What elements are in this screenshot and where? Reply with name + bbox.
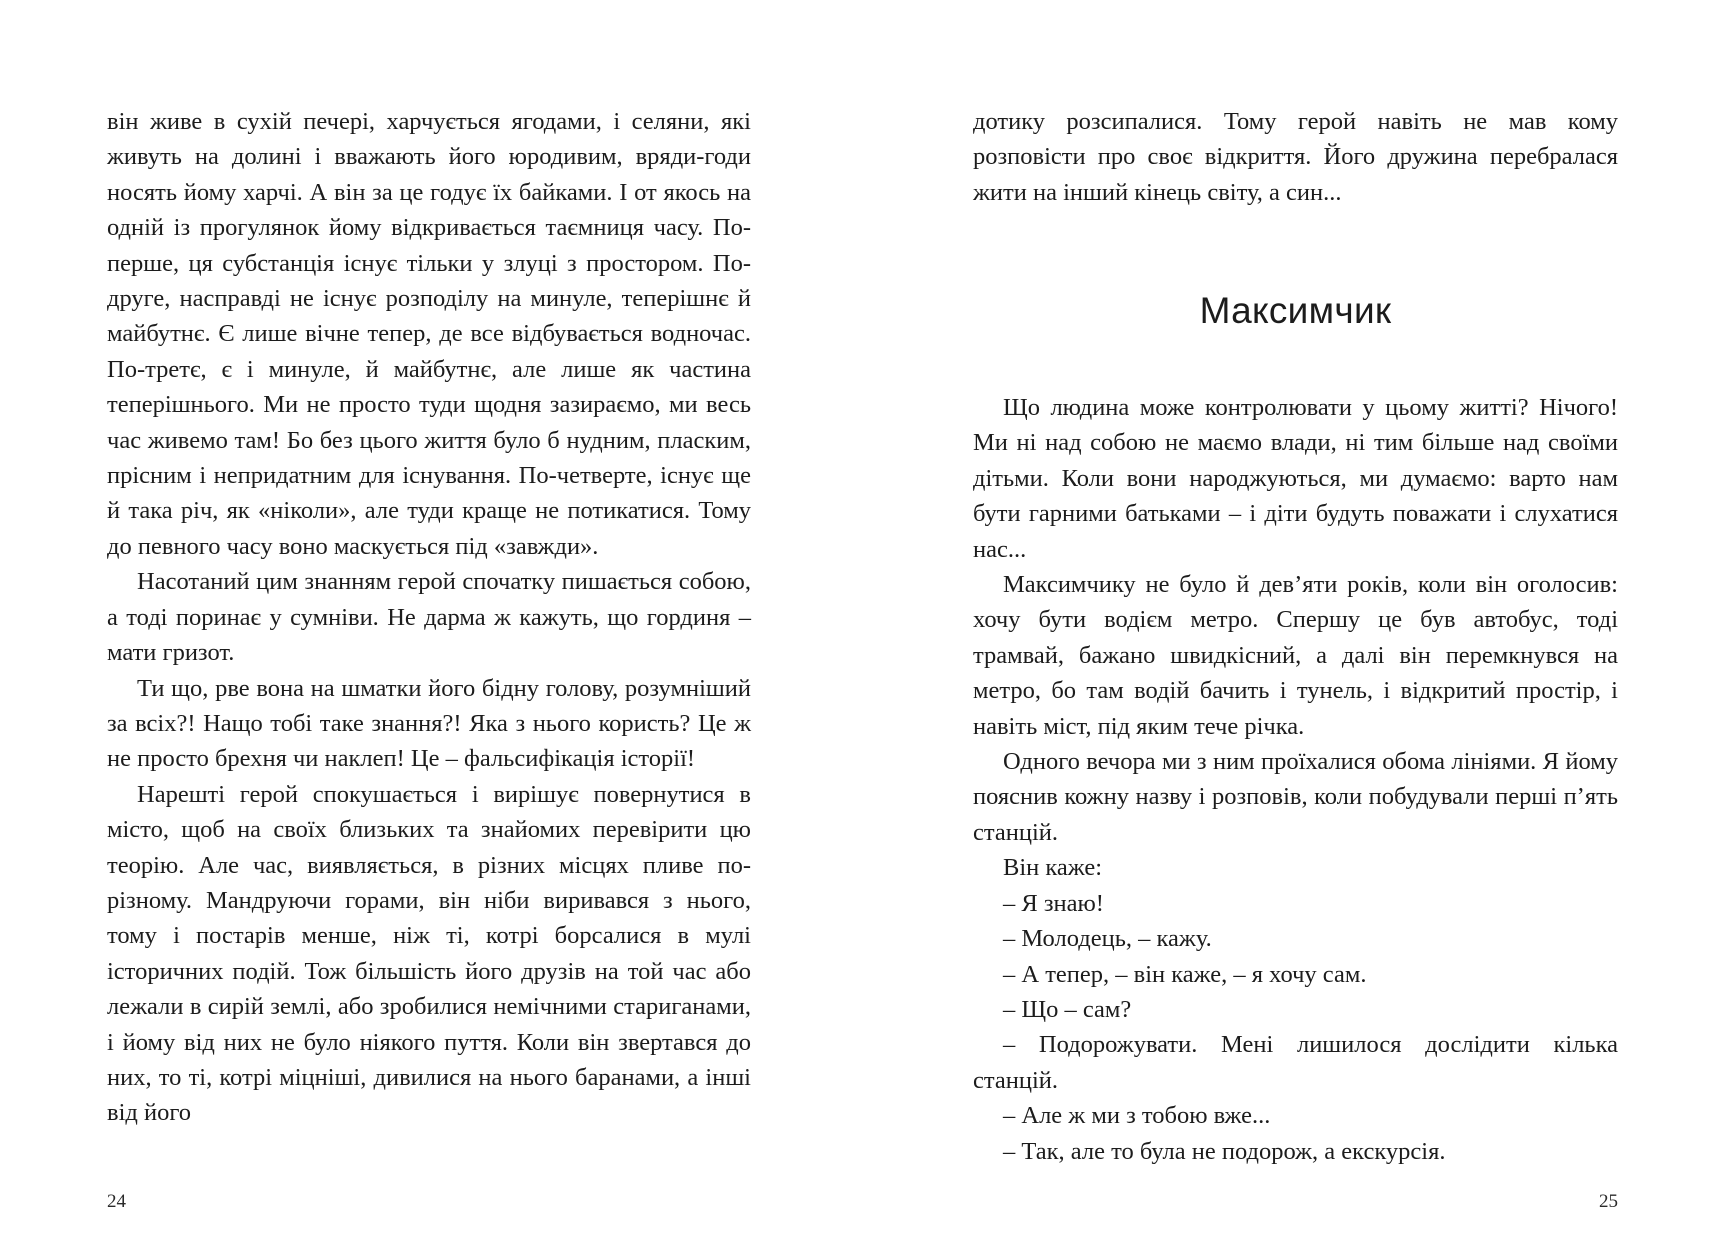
dialogue-line: – Що – сам? xyxy=(1003,995,1132,1023)
page-number: 25 xyxy=(1599,1191,1618,1212)
paragraph: він живе в сухій печері, харчується ягодами, і селяни, які живуть на долині і вважають його юродивим, вряди-годи носять йому харчі. А він за це годує їх байками. І от якось на одній із прогулянок йому відкривається таємниця часу. По-перше, ця субстанція існує тільки у злуці з простором. По-друге, насправді не існує розподілу на минуле, теперішнє й майбутнє. Є лише вічне тепер, де все відбувається водночас. По-третє, є і минуле, й майбутнє, але лише як частина теперішнього. Ми не просто туди щодня зазираємо, ми весь час живемо там! Бо без цього життя було б нудним, пласким, прісним і непридатним для існування. По-четверте, існує ще й така річ, як «ніколи», але туди краще не потикатися. Тому до певного часу воно маскується під «завжди». xyxy=(107,108,751,560)
dialogue-line: – Так, але то була не подорож, а екскурсія. xyxy=(1003,1137,1446,1165)
dialogue-line: – Я знаю! xyxy=(1003,889,1104,917)
chapter-title: Максимчик xyxy=(1199,290,1392,331)
page-number: 24 xyxy=(107,1191,126,1212)
dialogue-line: Він каже: xyxy=(1003,854,1103,882)
paragraph: Що людина може контролювати у цьому житті? Нічого! Ми ні над собою не маємо влади, ні тим більше над своїми дітьми. Коли вони народжуються, ми думаємо: варто нам бути гарними батьками – і діти будуть поважати і слухатися нас... xyxy=(973,394,1618,563)
left-page-body xyxy=(107,104,751,1131)
paragraph: дотику розсипалися. Тому герой навіть не мав кому розповісти про своє відкриття. Його дружина перебралася жити на інший кінець світу, а син... xyxy=(973,108,1618,206)
paragraph: Одного вечора ми з ним проїхалися обома лініями. Я йому пояснив кожну назву і розповів, коли побудували перші п’ять станцій. xyxy=(973,748,1618,846)
dialogue-line: – Але ж ми з тобою вже... xyxy=(1003,1102,1271,1130)
paragraph: Насотаний цим знанням герой спочатку пишається собою, а тоді поринає у сумніви. Не дарма ж кажуть, що гординя – мати гризот. xyxy=(107,568,751,667)
right-page-body xyxy=(973,390,1618,1169)
paragraph: Ти що, рве вона на шматки його бідну голову, розумніший за всіх?! Нащо тобі таке знання?! Яка з нього користь? Це ж не просто брехня чи наклеп! Це – фальсифікація історії! xyxy=(107,674,751,773)
left-page xyxy=(0,0,856,1258)
dialogue-line: – Молодець, – кажу. xyxy=(1003,925,1212,953)
dialogue-line: – Подорожувати. Мені лишилося дослідити кілька станцій. xyxy=(973,1031,1618,1094)
dialogue-line: – А тепер, – він каже, – я хочу сам. xyxy=(1003,960,1367,988)
right-page xyxy=(856,0,1713,1258)
paragraph: Максимчику не було й дев’яти років, коли він оголосив: хочу бути водієм метро. Спершу це був автобус, тоді трамвай, бажано швидкісний, а далі він перемкнувся на метро, бо там водій бачить і тунель, і відкритий простір, і навіть міст, під яким тече річка. xyxy=(973,571,1618,740)
paragraph: Нарешті герой спокушається і вирішує повернутися в місто, щоб на своїх близьких та знайомих перевірити цю теорію. Але час, виявляється, в різних місцях пливе по-різному. Мандруючи горами, він ніби виривався з нього, тому і постарів менше, ніж ті, котрі борсалися в мулі історичних подій. Тож більшість його друзів на той час або лежали в сирій землі, або зробилися немічними стариганами, і йому від них не було ніякого пуття. Коли він звертався до них, то ті, котрі міцніші, дивилися на нього баранами, а інші від його xyxy=(107,780,751,1127)
right-page-continuation xyxy=(973,104,1618,210)
